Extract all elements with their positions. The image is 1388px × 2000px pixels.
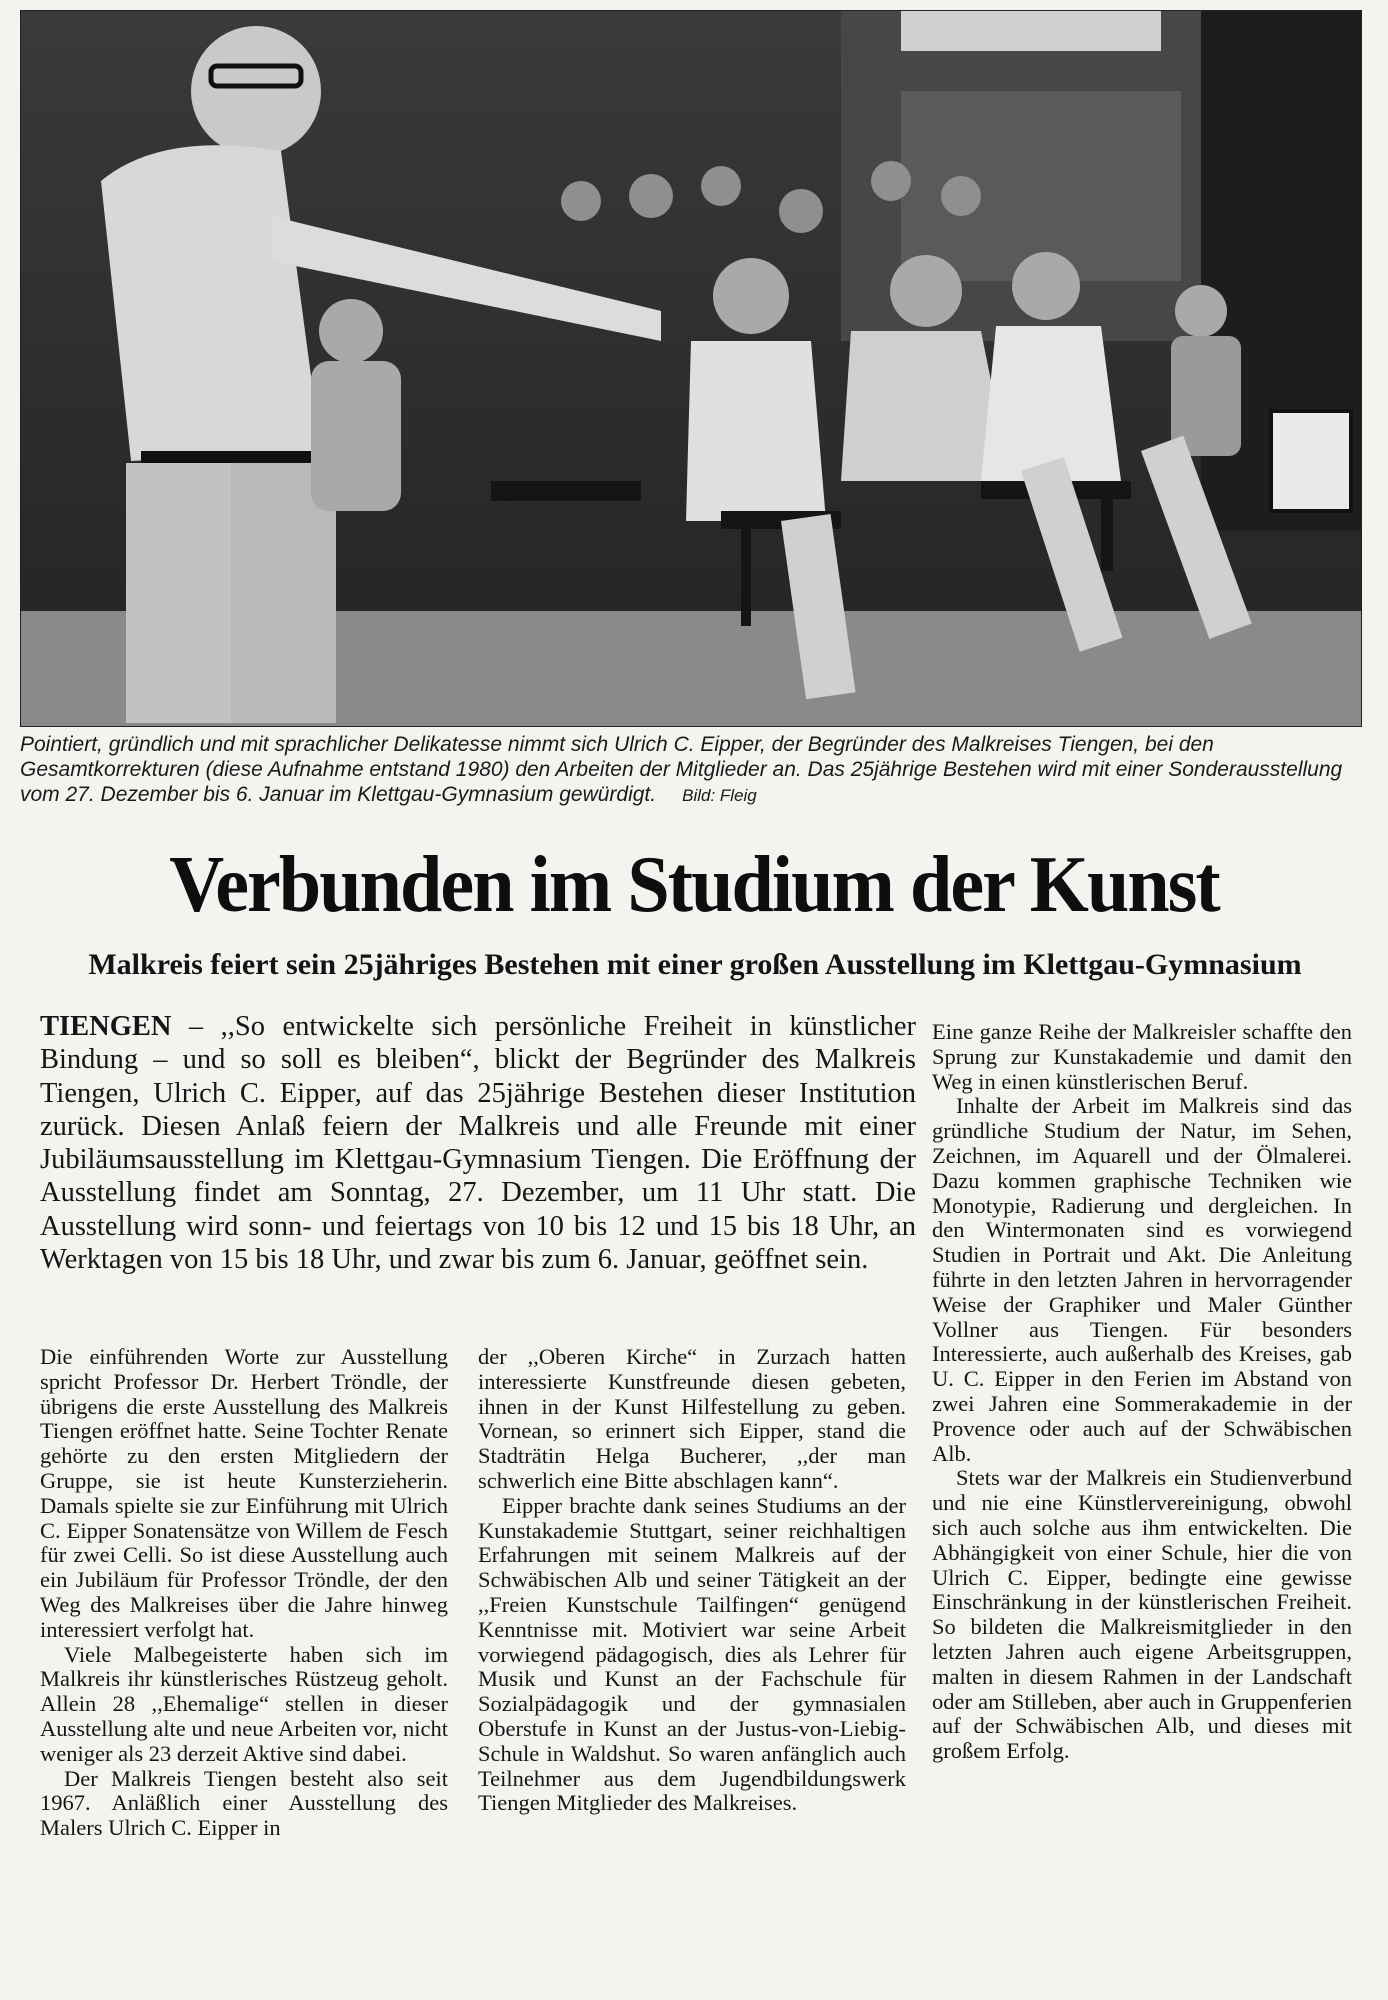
column-c-paragraph: Inhalte der Arbeit im Malkreis sind das gründliche Studium der Natur, im Sehen, Zeichnen, im Aquarell und der Ölmalerei. Dazu kommen graphische Techniken wie Monotypie, Radierung und dergleichen. In den Wintermonaten sind es vorwiegend Studien in Portrait und Akt. Die Anleitung führte in den letzten Jahren in hervorragender Weise der Graphiker und Maler Günther Vollner aus Tiengen. Für besonders Interessierte, auch außerhalb des Kreises, gab U. C. Eipper in den Ferien im Abstand von zwei Jahren eine Sommerakademie in der Provence oder auch auf der Schwäbischen Alb. — [932, 1093, 1352, 1466]
column-c-paragraph: Eine ganze Reihe der Malkreisler schaffte den Sprung zur Kunstakademie und damit den Weg in einen künstlerischen Beruf. — [932, 1019, 1352, 1094]
lead-paragraph — [40, 1010, 916, 1276]
headline: Verbunden im Studium der Kunst — [169, 841, 1219, 929]
column-b — [478, 1345, 906, 1816]
photo-illustration — [21, 11, 1361, 726]
column-b-paragraph: der ,,Oberen Kirche“ in Zurzach hatten interessierte Kunstfreunde diesen gebeten, ihnen in der Kunst Hilfestellung zu geben. Vornean, so erinnert sich Eipper, stand die Stadträtin Helga Bucherer, ,,der man schwerlich eine Bitte abschlagen kann“. — [478, 1344, 906, 1493]
dateline: TIENGEN — [40, 1011, 172, 1042]
column-a-paragraph: Der Malkreis Tiengen besteht also seit 1967. Anläßlich einer Ausstellung des Malers Ulrich C. Eipper in — [40, 1765, 448, 1841]
article-photo — [20, 10, 1362, 727]
column-a — [40, 1345, 448, 1841]
photo-credit: Bild: Fleig — [682, 786, 757, 805]
lead-text: – ,,So entwickelte sich persönliche Freiheit in künstlicher Bindung – und so soll es bleiben“, blickt der Begründer des Malkreis Tiengen, Ulrich C. Eipper, auf das 25jährige Bestehen dieser Institution zurück. Diesen Anlaß feiern der Malkreis und alle Freunde mit einer Jubiläumsausstellung im Klettgau-Gymnasium Tiengen. Die Eröffnung der Ausstellung findet am Sonntag, 27. Dezember, um 11 Uhr statt. Die Ausstellung wird sonn- und feiertags von 10 bis 12 und 15 bis 18 Uhr, an Werktagen von 15 bis 18 Uhr, und zwar bis zum 6. Januar, geöffnet sein. — [40, 1011, 916, 1276]
photo-caption — [20, 732, 1365, 808]
column-b-paragraph: Eipper brachte dank seines Studiums an der Kunstakademie Stuttgart, seiner reichhaltigen Erfahrungen mit seinem Malkreis auf der Schwäbischen Alb und seiner Tätigkeit an der ,,Freien Kunstschule Tailfingen“ genügend Kenntnisse mit. Motiviert war seine Arbeit vorwiegend pädagogisch, dies als Lehrer für Musik und Kunst an der Fachschule für Sozialpädagogik und der gymnasialen Oberstufe in Kunst an der Justus-von-Liebig-Schule in Waldshut. So waren anfänglich auch Teilnehmer aus dem Jugendbildungswerk Tiengen Mitglieder des Malkreises. — [478, 1492, 906, 1816]
subheadline: Malkreis feiert sein 25jähriges Bestehen mit einer großen Ausstellung im Klettgau-Gymnasium — [88, 948, 1302, 981]
column-a-paragraph: Die einführenden Worte zur Ausstellung spricht Professor Dr. Herbert Tröndle, der übrigens die erste Ausstellung des Malkreis Tiengen eröffnet hatte. Seine Tochter Renate gehörte zu den ersten Mitgliedern der Gruppe, sie ist heute Kunsterzieherin. Damals spielte sie zur Einführung mit Ulrich C. Eipper Sonatensätze von Willem de Fesch für zwei Celli. So ist diese Ausstellung auch ein Jubiläum für Professor Tröndle, der den Weg des Malkreises über die Jahre hinweg interessiert verfolgt hat. — [40, 1344, 448, 1642]
column-a-paragraph: Viele Malbegeisterte haben sich im Malkreis ihr künstlerisches Rüstzeug geholt. Allein 28 ,,Ehemalige“ stellen in dieser Ausstellung alte und neue Arbeiten vor, nicht weniger als 23 derzeit Aktive sind dabei. — [40, 1641, 448, 1766]
caption-text: Pointiert, gründlich und mit sprachlicher Delikatesse nimmt sich Ulrich C. Eipper, der Begründer des Malkreises Tiengen, bei den Gesamtkorrekturen (diese Aufnahme entstand 1980) den Arbeiten der Mitglieder an. Das 25jährige Bestehen wird mit einer Sonderausstellung vom 27. Dezember bis 6. Januar im Klettgau-Gymnasium gewürdigt. — [20, 733, 1343, 806]
column-c — [932, 1020, 1352, 1764]
column-c-paragraph: Stets war der Malkreis ein Studienverbund und nie eine Künstlervereinigung, obwohl sich auch solche aus ihm entwickelten. Die Abhängigkeit von einer Schule, hier die von Ulrich C. Eipper, bedingte eine gewisse Einschränkung in der künstlerischen Freiheit. So bildeten die Malkreismitglieder in den letzten Jahren auch eigene Arbeitsgruppen, malten in diesem Rahmen in der Landschaft oder am Stilleben, aber auch in Gruppenferien auf der Schwäbischen Alb, und dieses mit großem Erfolg. — [932, 1465, 1352, 1764]
